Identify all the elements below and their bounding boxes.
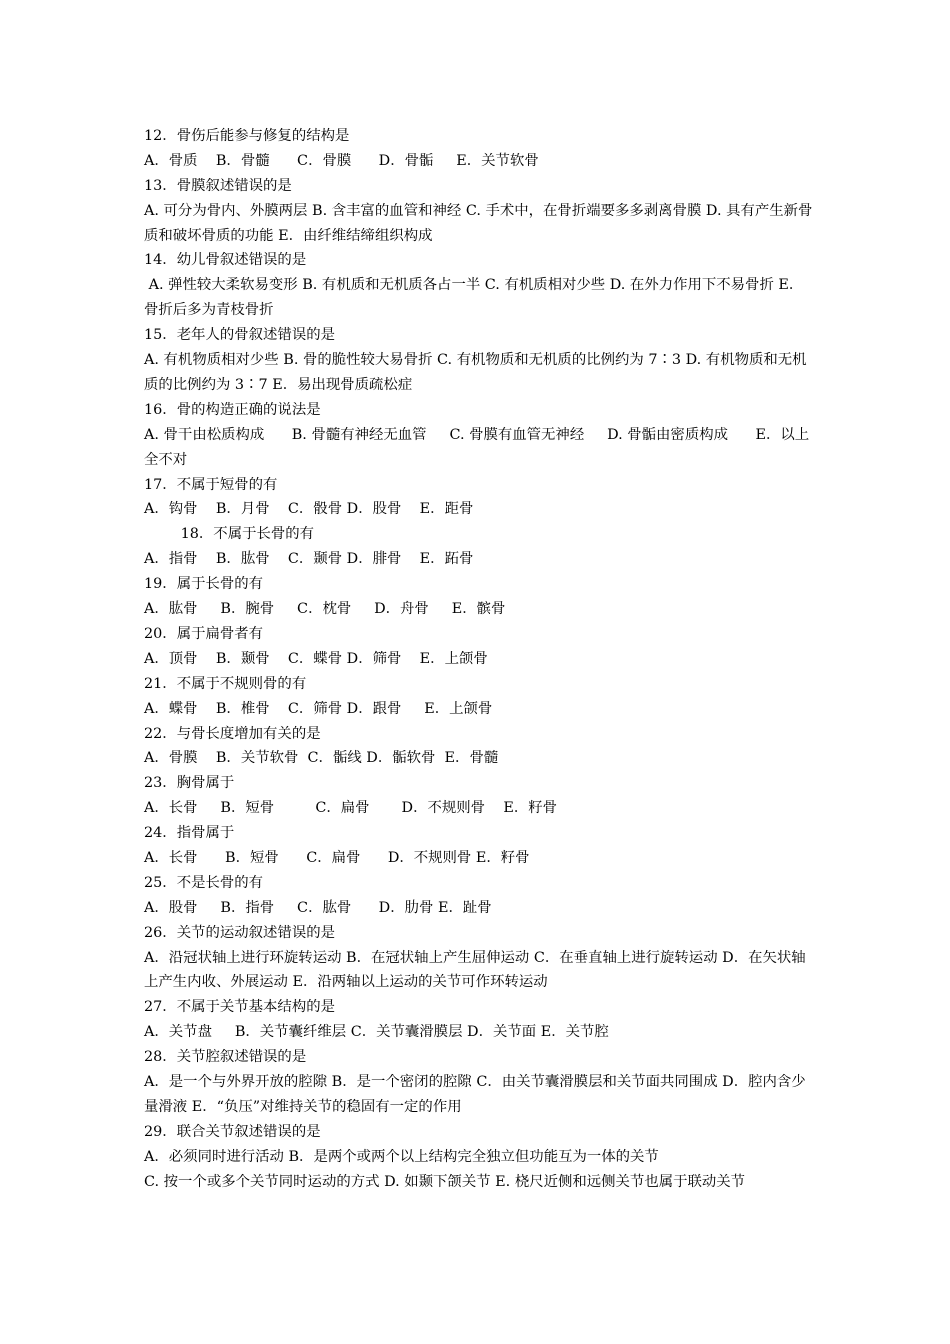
question-17 bbox=[144, 473, 814, 523]
question-stem: 16．骨的构造正确的说法是 bbox=[144, 401, 321, 418]
question-options-line: C. 按一个或多个关节同时运动的方式 D. 如颞下颌关节 E. 桡尺近侧和远侧关节也属于联动关节 bbox=[144, 1173, 746, 1190]
question-options: A．沿冠状轴上进行环旋转运动 B．在冠状轴上产生屈伸运动 C．在垂直轴上进行旋转运动 D．在矢状轴上产生内收、外展运动 E．沿两轴以上运动的关节可作环转运动 bbox=[144, 949, 806, 991]
question-options: A．长骨 B．短骨 C．扁骨 D．不规则骨 E．籽骨 bbox=[144, 849, 530, 866]
question-stem: 28．关节腔叙述错误的是 bbox=[144, 1049, 307, 1066]
question-26 bbox=[144, 921, 814, 996]
question-stem: 17．不属于短骨的有 bbox=[144, 476, 278, 493]
question-27 bbox=[144, 995, 814, 1045]
question-stem: 25．不是长骨的有 bbox=[144, 874, 264, 891]
question-16 bbox=[144, 398, 814, 473]
question-stem: 29．联合关节叙述错误的是 bbox=[144, 1123, 321, 1140]
question-stem: 26．关节的运动叙述错误的是 bbox=[144, 924, 335, 941]
question-stem: 18．不属于长骨的有 bbox=[144, 526, 315, 543]
question-20 bbox=[144, 622, 814, 672]
question-stem: 19．属于长骨的有 bbox=[144, 576, 264, 593]
question-21 bbox=[144, 672, 814, 722]
question-29 bbox=[144, 1120, 814, 1195]
question-options: A．骨膜 B．关节软骨 C．骺线 D．骺软骨 E．骨髓 bbox=[144, 750, 499, 767]
question-19 bbox=[144, 572, 814, 622]
question-25 bbox=[144, 871, 814, 921]
question-options: A．股骨 B．指骨 C．肱骨 D．肋骨 E．趾骨 bbox=[144, 899, 492, 916]
question-options: A. 弹性较大柔软易变形 B. 有机质和无机质各占一半 C. 有机质相对少些 D. 在外力作用下不易骨折 E．骨折后多为青枝骨折 bbox=[144, 277, 804, 319]
question-stem: 21．不属于不规则骨的有 bbox=[144, 675, 307, 692]
question-options-line: A．必须同时进行活动 B．是两个或两个以上结构完全独立但功能互为一体的关节 bbox=[144, 1148, 659, 1165]
question-options: A．是一个与外界开放的腔隙 B．是一个密闭的腔隙 C．由关节囊滑膜层和关节面共同围成 D．腔内含少量滑液 E．“负压”对维持关节的稳固有一定的作用 bbox=[144, 1074, 806, 1115]
question-options: A．蝶骨 B．椎骨 C．筛骨 D．跟骨 E．上颌骨 bbox=[144, 700, 493, 717]
question-stem: 23．胸骨属于 bbox=[144, 775, 235, 792]
question-15 bbox=[144, 323, 814, 398]
question-24 bbox=[144, 821, 814, 871]
question-stem: 12．骨伤后能参与修复的结构是 bbox=[144, 128, 350, 144]
question-stem: 14．幼儿骨叙述错误的是 bbox=[144, 252, 307, 269]
question-options: A．关节盘 B．关节囊纤维层 C．关节囊滑膜层 D．关节面 E．关节腔 bbox=[144, 1024, 609, 1041]
question-options: A．顶骨 B．颞骨 C．蝶骨 D．筛骨 E．上颌骨 bbox=[144, 650, 488, 667]
question-12 bbox=[144, 124, 814, 174]
question-22 bbox=[144, 722, 814, 772]
question-options: A．长骨 B．短骨 C．扁骨 D．不规则骨 E．籽骨 bbox=[144, 800, 558, 817]
document-page bbox=[144, 124, 814, 1195]
question-options: A. 骨干由松质构成 B. 骨髓有神经无血管 C. 骨膜有血管无神经 D. 骨骺由密质构成 E．以上全不对 bbox=[144, 426, 810, 468]
question-stem: 15．老年人的骨叙述错误的是 bbox=[144, 327, 335, 344]
question-23 bbox=[144, 771, 814, 821]
question-options: A. 有机物质相对少些 B. 骨的脆性较大易骨折 C. 有机物质和无机质的比例约为 7∶3 D. 有机物质和无机质的比例约为 3∶7 E．易出现骨质疏松症 bbox=[144, 352, 807, 393]
question-18 bbox=[144, 522, 814, 572]
question-stem: 27．不属于关节基本结构的是 bbox=[144, 999, 335, 1016]
question-13 bbox=[144, 174, 814, 249]
question-options: A．骨质 B．骨髓 C．骨膜 D．骨骺 E．关节软骨 bbox=[144, 152, 539, 169]
question-stem: 13．骨膜叙述错误的是 bbox=[144, 177, 292, 194]
question-14 bbox=[144, 248, 814, 323]
question-options: A. 可分为骨内、外膜两层 B. 含丰富的血管和神经 C. 手术中，在骨折端要多多剥离骨膜 D. 具有产生新骨质和破坏骨质的功能 E．由纤维结缔组织构成 bbox=[144, 202, 813, 244]
question-options: A．肱骨 B．腕骨 C．枕骨 D．舟骨 E．髌骨 bbox=[144, 601, 506, 618]
question-stem: 24．指骨属于 bbox=[144, 825, 235, 842]
question-28 bbox=[144, 1045, 814, 1120]
question-stem: 22．与骨长度增加有关的是 bbox=[144, 725, 321, 742]
question-options: A．指骨 B．肱骨 C．颞骨 D．腓骨 E．跖骨 bbox=[144, 551, 474, 568]
question-options: A．钩骨 B．月骨 C．骰骨 D．股骨 E．距骨 bbox=[144, 501, 474, 518]
question-stem: 20．属于扁骨者有 bbox=[144, 625, 264, 642]
